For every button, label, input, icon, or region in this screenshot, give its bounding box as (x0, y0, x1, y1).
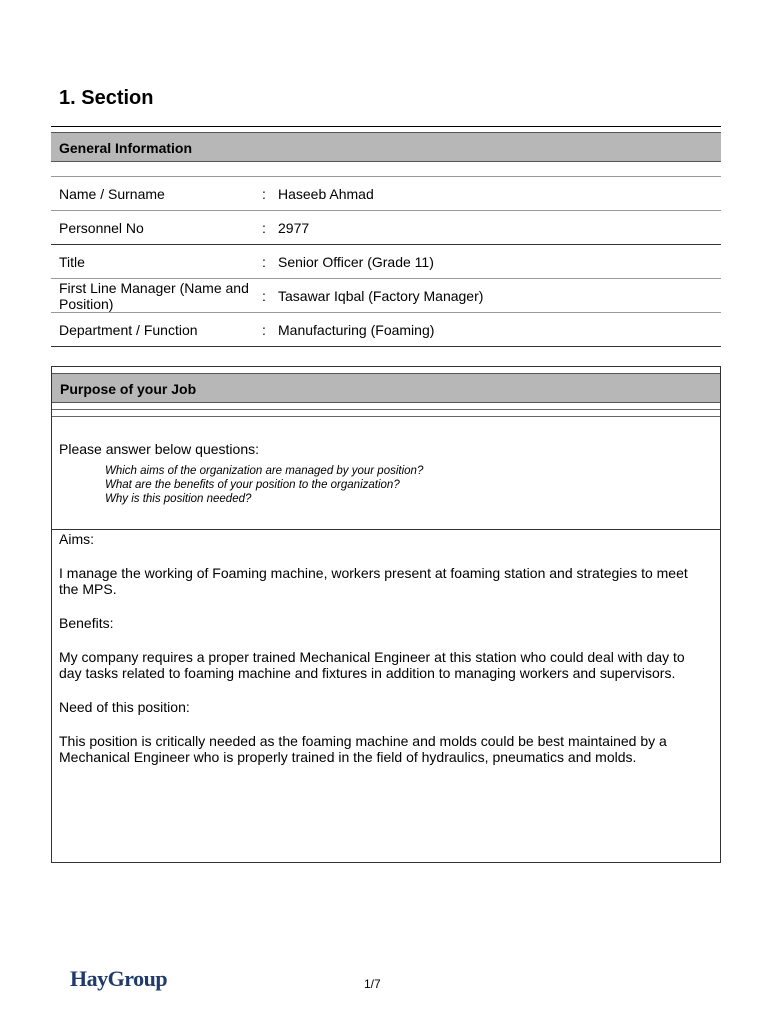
haygroup-logo: HayGroup (70, 966, 168, 991)
answer-paragraph: This position is critically needed as the foaming machine and molds could be best maintained by a Mechanical Engineer who is properly trained in the field of hydraulics, pneumatics and molds. (59, 732, 667, 766)
answer-text (59, 531, 709, 783)
row-colon: : (262, 321, 266, 338)
divider (52, 416, 720, 417)
table-row (51, 279, 721, 313)
table-row (51, 177, 721, 211)
purpose-header-label: Purpose of your Job (60, 381, 197, 397)
table-row (51, 313, 721, 347)
answer-paragraph: Aims: (59, 531, 94, 547)
question-list (105, 464, 423, 506)
answer-paragraph: I manage the working of Foaming machine, workers present at foaming station and strategies to meet the MPS. (59, 564, 688, 598)
page-number: 1/7 (364, 977, 381, 991)
row-label: Personnel No (59, 219, 144, 236)
row-value: Senior Officer (Grade 11) (278, 253, 434, 270)
row-label: Department / Function (59, 321, 198, 338)
row-colon: : (262, 287, 266, 304)
row-colon: : (262, 253, 266, 270)
question-item: What are the benefits of your position to the organization? (105, 479, 400, 491)
general-info-table (51, 176, 721, 347)
section-title: 1. Section (59, 87, 154, 109)
divider (52, 409, 720, 410)
answer-paragraph: Need of this position: (59, 698, 190, 715)
row-label: Title (59, 253, 85, 270)
table-row (51, 245, 721, 279)
general-info-header (51, 132, 721, 162)
row-colon: : (262, 219, 266, 236)
question-item: Why is this position needed? (105, 493, 252, 505)
row-colon: : (262, 185, 266, 202)
answer-divider (52, 529, 720, 530)
general-info-top-rule (51, 126, 721, 127)
row-value: Tasawar Iqbal (Factory Manager) (278, 287, 484, 304)
general-info-header-label: General Information (59, 140, 193, 156)
purpose-section (51, 366, 721, 863)
question-item: Which aims of the organization are managed by your position? (105, 465, 424, 477)
row-label: First Line Manager (Name and Position) (59, 279, 249, 312)
answer-paragraph: Benefits: (59, 614, 114, 631)
row-label: Name / Surname (59, 185, 165, 202)
instructions-text: Please answer below questions: (59, 441, 260, 457)
row-value: Haseeb Ahmad (278, 185, 374, 202)
row-value: Manufacturing (Foaming) (278, 321, 435, 338)
row-value: 2977 (278, 219, 310, 236)
table-row (51, 211, 721, 245)
answer-paragraph: My company requires a proper trained Mechanical Engineer at this station who could deal with day to day tasks related to foaming machine and fixtures in addition to managing workers and supervisors. (59, 648, 685, 682)
purpose-header (52, 373, 720, 403)
